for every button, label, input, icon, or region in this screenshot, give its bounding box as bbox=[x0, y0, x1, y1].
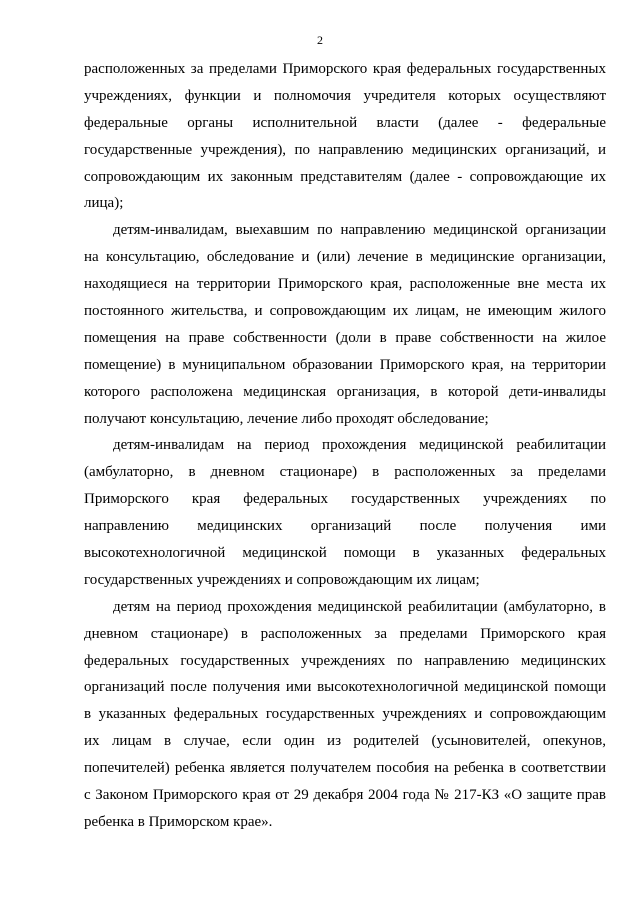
text-line: детям-инвалидам, выехавшим по направлению медицинской организации bbox=[113, 222, 606, 239]
text-line: помещения на праве собственности (доли в праве собственности на жилое bbox=[84, 329, 606, 346]
text-line: дневном стационаре) в расположенных за пределами Приморского края bbox=[84, 625, 606, 642]
text-line: организаций после получения ими высокотехнологичной медицинской помощи bbox=[84, 679, 606, 696]
text-line: федеральные органы исполнительной власти (далее - федеральные bbox=[84, 114, 606, 131]
text-line: учреждениях, функции и полномочия учредителя которых осуществляют bbox=[84, 87, 606, 104]
page-number: 2 bbox=[317, 33, 323, 47]
text-line: попечителей) ребенка является получателем пособия на ребенка в соответствии bbox=[84, 760, 606, 777]
text-line: Приморского края федеральных государственных учреждениях по bbox=[84, 491, 606, 508]
text-line: находящиеся на территории Приморского края, расположенные вне места их bbox=[84, 276, 606, 293]
text-line: (амбулаторно, в дневном стационаре) в расположенных за пределами bbox=[84, 464, 606, 481]
text-line: высокотехнологичной медицинской помощи в указанных федеральных bbox=[84, 545, 606, 562]
text-line: получают консультацию, лечение либо проходят обследование; bbox=[84, 410, 489, 427]
text-line: с Законом Приморского края от 29 декабря 2004 года № 217-КЗ «О защите прав bbox=[84, 787, 606, 804]
text-line: помещение) в муниципальном образовании Приморского края, на территории bbox=[84, 356, 606, 373]
text-line: детям на период прохождения медицинской реабилитации (амбулаторно, в bbox=[113, 598, 606, 615]
document-body bbox=[84, 56, 606, 836]
text-line: постоянного жительства, и сопровождающим их лицам, не имеющим жилого bbox=[84, 303, 606, 320]
text-line: сопровождающим их законным представителям (далее - сопровождающие их bbox=[84, 168, 606, 185]
text-line: на консультацию, обследование и (или) лечение в медицинские организации, bbox=[84, 249, 606, 266]
text-line: в указанных федеральных государственных учреждениях и сопровождающим bbox=[84, 706, 606, 723]
text-line: ребенка в Приморском крае». bbox=[84, 813, 273, 830]
text-line: государственные учреждения), по направлению медицинских организаций, и bbox=[84, 141, 606, 158]
text-line: федеральных государственных учреждениях по направлению медицинских bbox=[84, 652, 606, 669]
text-line: детям-инвалидам на период прохождения медицинской реабилитации bbox=[113, 437, 606, 454]
text-line: которого расположена медицинская организация, в которой дети-инвалиды bbox=[84, 383, 606, 400]
text-line: их лицам в случае, если один из родителей (усыновителей, опекунов, bbox=[84, 733, 606, 750]
text-line: лица); bbox=[84, 195, 124, 212]
text-line: направлению медицинских организаций после получения ими bbox=[84, 518, 606, 535]
text-line: расположенных за пределами Приморского края федеральных государственных bbox=[84, 61, 606, 77]
text-line: государственных учреждениях и сопровождающим их лицам; bbox=[84, 571, 480, 588]
